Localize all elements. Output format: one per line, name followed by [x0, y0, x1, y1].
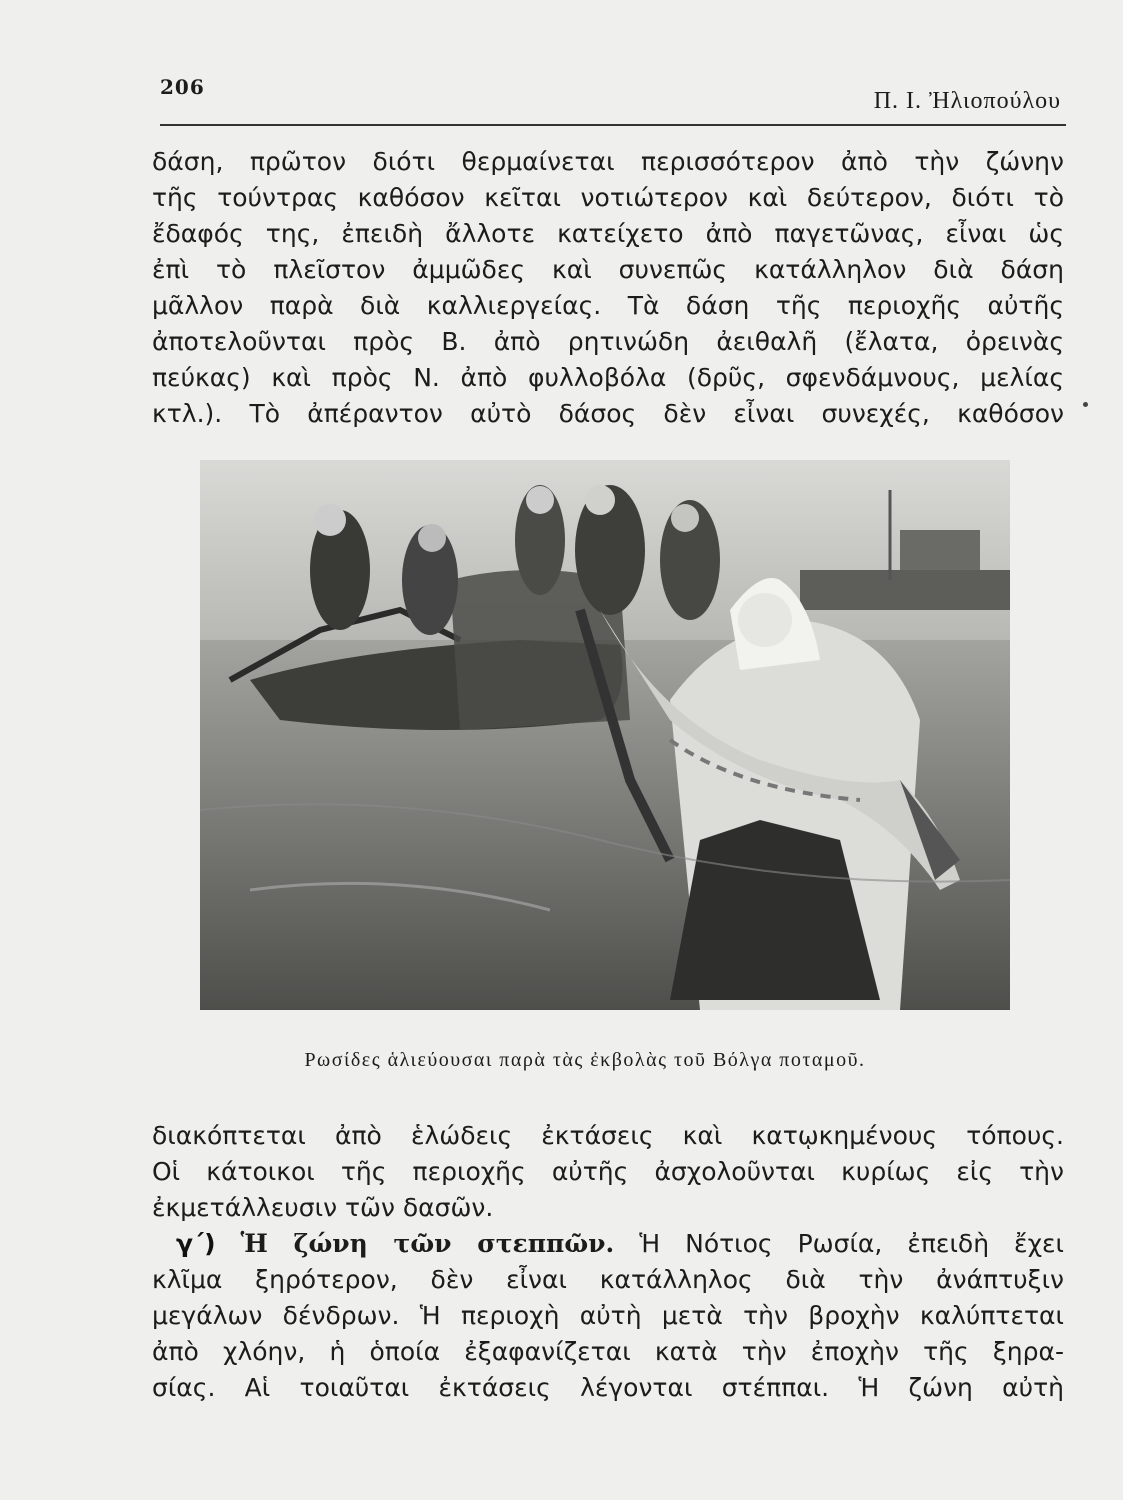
header-rule: [160, 124, 1066, 126]
figure-caption: Ρωσίδες ἁλιεύουσαι παρὰ τὰς ἐκβολὰς τοῦ Βόλγα ποταμοῦ.: [304, 1049, 866, 1071]
text-line: ἀποτελοῦνται πρὸς Β. ἀπὸ ρητινώδη ἀειθαλῆ (ἔλατα, ὀρεινὰς: [152, 327, 1064, 356]
text-line: ἐκμετάλλευσιν τῶν δασῶν.: [152, 1193, 494, 1222]
margin-dot: [1083, 402, 1088, 407]
paragraph-bottom: [152, 1118, 1064, 1406]
text-line: σίας. Αἱ τοιαῦται ἐκτάσεις λέγονται στέππαι. Ἡ ζώνη αὐτὴ: [152, 1373, 1064, 1402]
running-head: Π. Ι. Ἠλιοπούλου: [873, 88, 1061, 114]
section-heading: Ἡ ζώνη τῶν στεππῶν.: [240, 1229, 615, 1258]
text-line: τῆς τούντρας καθόσον κεῖται νοτιώτερον καὶ δεύτερον, διότι τὸ: [152, 183, 1064, 212]
section-first-line-text: Ἡ Νότιος Ρωσία, ἐπειδὴ ἔχει: [639, 1229, 1064, 1258]
section-marker: γ΄): [176, 1229, 216, 1258]
text-line: πεύκας) καὶ πρὸς Ν. ἀπὸ φυλλοβόλα (δρῦς, σφενδάμνους, μελίας: [152, 363, 1064, 392]
page-number: 206: [160, 75, 205, 99]
fishing-photograph: [200, 460, 1010, 1010]
text-line: ἐπὶ τὸ πλεῖστον ἀμμῶδες καὶ συνεπῶς κατάλληλον διὰ δάση: [152, 255, 1064, 284]
text-line: κλῖμα ξηρότερον, δὲν εἶναι κατάλληλος διὰ τὴν ἀνάπτυξιν: [152, 1265, 1064, 1294]
text-line: δάση, πρῶτον διότι θερμαίνεται περισσότερον ἀπὸ τὴν ζώνην: [152, 147, 1064, 176]
text-line: διακόπτεται ἀπὸ ἑλώδεις ἐκτάσεις καὶ κατῳκημένους τόπους.: [152, 1121, 1064, 1150]
paragraph-top: [152, 144, 1064, 432]
text-line: ἔδαφός της, ἐπειδὴ ἄλλοτε κατείχετο ἀπὸ παγετῶνας, εἶναι ὡς: [152, 219, 1064, 248]
section-first-line: [152, 1226, 1064, 1262]
text-line: μεγάλων δένδρων. Ἡ περιοχὴ αὐτὴ μετὰ τὴν βροχὴν καλύπτεται: [152, 1301, 1064, 1330]
text-line: Οἱ κάτοικοι τῆς περιοχῆς αὐτῆς ἀσχολοῦνται κυρίως εἰς τὴν: [152, 1157, 1064, 1186]
text-line: ἀπὸ χλόην, ἡ ὁποία ἐξαφανίζεται κατὰ τὴν ἐποχὴν τῆς ξηρα-: [152, 1337, 1064, 1366]
text-line: μᾶλλον παρὰ διὰ καλλιεργείας. Τὰ δάση τῆς περιοχῆς αὐτῆς: [152, 291, 1064, 320]
text-line: κτλ.). Τὸ ἀπέραντον αὐτὸ δάσος δὲν εἶναι συνεχές, καθόσον: [152, 399, 1064, 428]
